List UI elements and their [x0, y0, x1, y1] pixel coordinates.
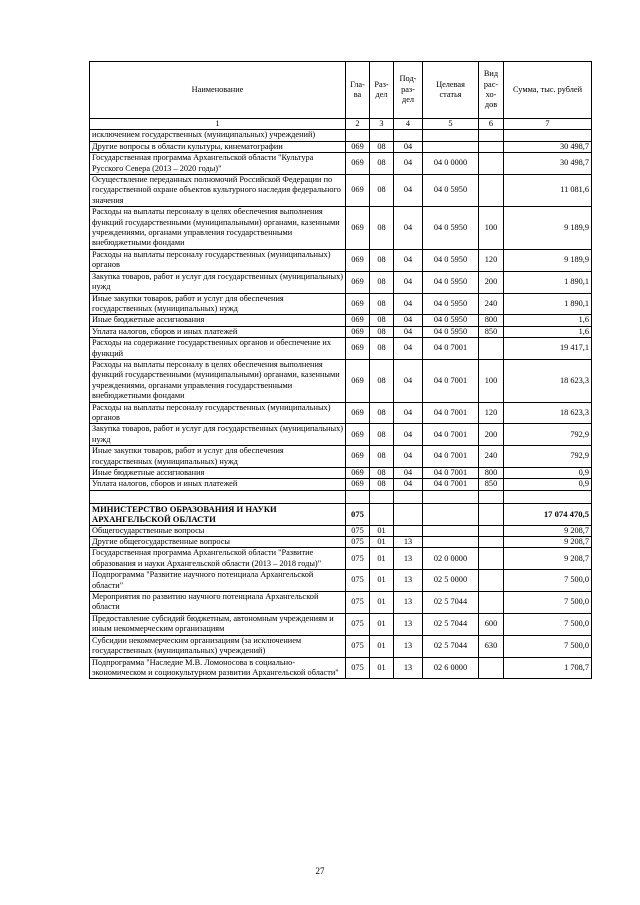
- table-row: [90, 141, 592, 152]
- cell-target: [423, 490, 479, 503]
- cell-chapter: 069: [346, 446, 370, 468]
- cell-name: Уплата налогов, сборов и иных платежей: [90, 479, 346, 490]
- cell-target: 02 5 7044: [423, 613, 479, 635]
- cell-subsection: 04: [394, 249, 423, 271]
- cell-subsection: [394, 490, 423, 503]
- cell-sum: 19 417,1: [504, 338, 592, 360]
- cell-sum: 7 500,0: [504, 570, 592, 592]
- table-row: [90, 525, 592, 536]
- page-number: 27: [315, 866, 325, 876]
- table-row: [90, 175, 592, 207]
- column-number: 7: [504, 119, 592, 130]
- table-row: [90, 537, 592, 548]
- cell-expense-type: [479, 503, 504, 525]
- cell-section: 08: [370, 141, 394, 152]
- cell-target: [423, 130, 479, 141]
- cell-section: 08: [370, 326, 394, 337]
- cell-name: Иные закупки товаров, работ и услуг для обеспечения государственных (муниципальных) нужд: [90, 293, 346, 315]
- cell-target: 02 0 0000: [423, 548, 479, 570]
- cell-section: 01: [370, 570, 394, 592]
- cell-chapter: 069: [346, 326, 370, 337]
- cell-sum: 9 208,7: [504, 548, 592, 570]
- cell-sum: 7 500,0: [504, 635, 592, 657]
- table-row: [90, 592, 592, 614]
- cell-expense-type: 120: [479, 402, 504, 424]
- table-row: [90, 293, 592, 315]
- cell-subsection: 04: [394, 153, 423, 175]
- cell-chapter: 075: [346, 537, 370, 548]
- cell-subsection: 13: [394, 537, 423, 548]
- column-number: 6: [479, 119, 504, 130]
- cell-section: [370, 490, 394, 503]
- header-name: Наименование: [90, 62, 346, 119]
- cell-section: 08: [370, 293, 394, 315]
- cell-name: Расходы на содержание государственных органов и обеспечение их функций: [90, 338, 346, 360]
- cell-expense-type: [479, 570, 504, 592]
- cell-expense-type: 240: [479, 446, 504, 468]
- table-row: [90, 570, 592, 592]
- cell-target: 02 5 7044: [423, 592, 479, 614]
- cell-sum: 9 208,7: [504, 525, 592, 536]
- cell-name: Другие вопросы в области культуры, кинематографии: [90, 141, 346, 152]
- cell-name: Предоставление субсидий бюджетным, автономным учреждениям и иным некоммерческим организациям: [90, 613, 346, 635]
- table-row: [90, 326, 592, 337]
- cell-sum: 792,9: [504, 424, 592, 446]
- cell-expense-type: 200: [479, 271, 504, 293]
- cell-target: 04 0 7001: [423, 424, 479, 446]
- cell-name: Государственная программа Архангельской области "Развитие образования и науки Архангельской области (2013 – 2018 годы)": [90, 548, 346, 570]
- cell-chapter: 069: [346, 424, 370, 446]
- column-number-row: [90, 119, 592, 130]
- cell-expense-type: [479, 537, 504, 548]
- cell-sum: 1,6: [504, 326, 592, 337]
- table-row: [90, 635, 592, 657]
- cell-sum: [504, 490, 592, 503]
- cell-chapter: 075: [346, 613, 370, 635]
- cell-section: 08: [370, 271, 394, 293]
- cell-name: Закупка товаров, работ и услуг для государственных (муниципальных) нужд: [90, 424, 346, 446]
- cell-sum: 9 189,9: [504, 249, 592, 271]
- cell-name: Иные бюджетные ассигнования: [90, 468, 346, 479]
- cell-expense-type: [479, 525, 504, 536]
- table-row: [90, 207, 592, 250]
- table-body: [90, 130, 592, 679]
- cell-section: 08: [370, 402, 394, 424]
- cell-name: Уплата налогов, сборов и иных платежей: [90, 326, 346, 337]
- cell-name: исключением государственных (муниципальных) учреждений): [90, 130, 346, 141]
- cell-expense-type: 850: [479, 326, 504, 337]
- table-row: [90, 490, 592, 503]
- cell-target: 04 0 0000: [423, 153, 479, 175]
- cell-sum: 18 623,3: [504, 402, 592, 424]
- cell-chapter: 069: [346, 359, 370, 402]
- table-row: [90, 503, 592, 525]
- cell-expense-type: 240: [479, 293, 504, 315]
- cell-target: 04 0 7001: [423, 446, 479, 468]
- cell-target: [423, 503, 479, 525]
- cell-subsection: 04: [394, 359, 423, 402]
- cell-expense-type: [479, 130, 504, 141]
- table-row: [90, 468, 592, 479]
- cell-section: 08: [370, 153, 394, 175]
- cell-section: 08: [370, 479, 394, 490]
- cell-expense-type: [479, 141, 504, 152]
- cell-section: 08: [370, 338, 394, 360]
- cell-chapter: 069: [346, 249, 370, 271]
- cell-chapter: [346, 130, 370, 141]
- cell-expense-type: [479, 153, 504, 175]
- cell-subsection: 04: [394, 338, 423, 360]
- cell-target: 02 5 0000: [423, 570, 479, 592]
- cell-subsection: 04: [394, 468, 423, 479]
- cell-chapter: [346, 490, 370, 503]
- cell-section: 08: [370, 468, 394, 479]
- cell-name: Расходы на выплаты персоналу государственных (муниципальных) органов: [90, 402, 346, 424]
- cell-name: Иные бюджетные ассигнования: [90, 315, 346, 326]
- cell-name: Подпрограмма "Наследие М.В. Ломоносова в социально-экономическом и социокультурном развитии Архангельской области": [90, 657, 346, 679]
- cell-chapter: 069: [346, 207, 370, 250]
- cell-name: Иные закупки товаров, работ и услуг для обеспечения государственных (муниципальных) нужд: [90, 446, 346, 468]
- cell-sum: 9 208,7: [504, 537, 592, 548]
- cell-section: 08: [370, 315, 394, 326]
- cell-chapter: 075: [346, 548, 370, 570]
- cell-name: Осуществление переданных полномочий Российской Федерации по государственной охране объектов культурного наследия федерального значения: [90, 175, 346, 207]
- cell-target: 04 0 5950: [423, 249, 479, 271]
- cell-section: 01: [370, 657, 394, 679]
- table-row: [90, 359, 592, 402]
- cell-section: [370, 130, 394, 141]
- cell-sum: 1 890,1: [504, 271, 592, 293]
- cell-sum: 7 500,0: [504, 592, 592, 614]
- column-number: 4: [394, 119, 423, 130]
- cell-target: 04 0 5950: [423, 175, 479, 207]
- cell-subsection: 04: [394, 293, 423, 315]
- cell-sum: 1,6: [504, 315, 592, 326]
- column-number: 1: [90, 119, 346, 130]
- cell-name: МИНИСТЕРСТВО ОБРАЗОВАНИЯ И НАУКИ АРХАНГЕЛЬСКОЙ ОБЛАСТИ: [90, 503, 346, 525]
- cell-expense-type: 200: [479, 424, 504, 446]
- cell-section: 08: [370, 249, 394, 271]
- cell-chapter: 075: [346, 592, 370, 614]
- cell-subsection: 13: [394, 613, 423, 635]
- cell-section: 01: [370, 635, 394, 657]
- cell-expense-type: [479, 338, 504, 360]
- cell-name: Расходы на выплаты персоналу государственных (муниципальных) органов: [90, 249, 346, 271]
- cell-subsection: 13: [394, 548, 423, 570]
- cell-target: 04 0 5950: [423, 271, 479, 293]
- header-section: Раз-дел: [370, 62, 394, 119]
- cell-section: 08: [370, 424, 394, 446]
- cell-section: 01: [370, 525, 394, 536]
- cell-chapter: 069: [346, 175, 370, 207]
- cell-sum: 7 500,0: [504, 613, 592, 635]
- cell-name: Расходы на выплаты персоналу в целях обеспечения выполнения функций государственными (муниципальными) органами, казенными учреждениями, органами управления государственными внебюджетными фондами: [90, 207, 346, 250]
- cell-name: [90, 490, 346, 503]
- cell-expense-type: 100: [479, 207, 504, 250]
- cell-section: 01: [370, 548, 394, 570]
- cell-section: 08: [370, 175, 394, 207]
- header-expense-type: Вид рас-хо-дов: [479, 62, 504, 119]
- cell-section: 08: [370, 207, 394, 250]
- table-row: [90, 130, 592, 141]
- cell-chapter: 075: [346, 525, 370, 536]
- cell-sum: 1 708,7: [504, 657, 592, 679]
- cell-target: [423, 141, 479, 152]
- cell-chapter: 075: [346, 503, 370, 525]
- cell-subsection: 13: [394, 592, 423, 614]
- cell-chapter: 069: [346, 338, 370, 360]
- cell-subsection: 04: [394, 446, 423, 468]
- cell-section: 08: [370, 359, 394, 402]
- table-row: [90, 271, 592, 293]
- cell-sum: 11 081,6: [504, 175, 592, 207]
- table-row: [90, 249, 592, 271]
- cell-subsection: 04: [394, 315, 423, 326]
- cell-subsection: 13: [394, 635, 423, 657]
- cell-subsection: [394, 503, 423, 525]
- column-number: 3: [370, 119, 394, 130]
- cell-target: 04 0 7001: [423, 468, 479, 479]
- cell-target: 04 0 5950: [423, 207, 479, 250]
- cell-target: 04 0 5950: [423, 326, 479, 337]
- cell-sum: 18 623,3: [504, 359, 592, 402]
- cell-section: 01: [370, 592, 394, 614]
- cell-chapter: 069: [346, 293, 370, 315]
- cell-subsection: [394, 130, 423, 141]
- cell-target: 04 0 7001: [423, 479, 479, 490]
- table-header-row: [90, 62, 592, 119]
- cell-expense-type: [479, 592, 504, 614]
- cell-subsection: 04: [394, 271, 423, 293]
- cell-sum: 9 189,9: [504, 207, 592, 250]
- cell-expense-type: [479, 490, 504, 503]
- cell-section: [370, 503, 394, 525]
- cell-expense-type: 630: [479, 635, 504, 657]
- cell-target: [423, 525, 479, 536]
- cell-sum: 792,9: [504, 446, 592, 468]
- cell-name: Государственная программа Архангельской области "Культура Русского Севера (2013 – 2020 годы)": [90, 153, 346, 175]
- cell-chapter: 069: [346, 402, 370, 424]
- cell-expense-type: [479, 548, 504, 570]
- cell-subsection: 04: [394, 141, 423, 152]
- cell-target: 04 0 7001: [423, 359, 479, 402]
- cell-subsection: 04: [394, 479, 423, 490]
- table-row: [90, 153, 592, 175]
- cell-chapter: 075: [346, 570, 370, 592]
- table-row: [90, 479, 592, 490]
- cell-name: Общегосударственные вопросы: [90, 525, 346, 536]
- cell-name: Другие общегосударственные вопросы: [90, 537, 346, 548]
- header-sum: Сумма, тыс. рублей: [504, 62, 592, 119]
- cell-chapter: 069: [346, 315, 370, 326]
- cell-sum: 0,9: [504, 479, 592, 490]
- cell-section: 01: [370, 613, 394, 635]
- cell-name: Мероприятия по развитию научного потенциала Архангельской области: [90, 592, 346, 614]
- cell-chapter: 075: [346, 635, 370, 657]
- cell-chapter: 069: [346, 271, 370, 293]
- table-row: [90, 548, 592, 570]
- column-number: 5: [423, 119, 479, 130]
- cell-chapter: 069: [346, 141, 370, 152]
- cell-expense-type: 800: [479, 468, 504, 479]
- table-row: [90, 446, 592, 468]
- table-row: [90, 613, 592, 635]
- cell-chapter: 075: [346, 657, 370, 679]
- cell-target: [423, 537, 479, 548]
- cell-target: 04 0 7001: [423, 338, 479, 360]
- cell-name: Субсидии некоммерческим организациям (за исключением государственных (муниципальных) учреждений): [90, 635, 346, 657]
- header-target: Целевая статья: [423, 62, 479, 119]
- header-chapter: Гла-ва: [346, 62, 370, 119]
- cell-target: 04 0 5950: [423, 315, 479, 326]
- cell-subsection: [394, 525, 423, 536]
- cell-expense-type: 100: [479, 359, 504, 402]
- cell-subsection: 04: [394, 402, 423, 424]
- cell-expense-type: 850: [479, 479, 504, 490]
- cell-subsection: 04: [394, 326, 423, 337]
- budget-table: [89, 61, 592, 679]
- cell-target: 04 0 7001: [423, 402, 479, 424]
- cell-name: Закупка товаров, работ и услуг для государственных (муниципальных) нужд: [90, 271, 346, 293]
- cell-section: 08: [370, 446, 394, 468]
- cell-subsection: 04: [394, 207, 423, 250]
- cell-expense-type: [479, 657, 504, 679]
- cell-sum: 30 498,7: [504, 141, 592, 152]
- table-row: [90, 424, 592, 446]
- table-row: [90, 657, 592, 679]
- cell-chapter: 069: [346, 479, 370, 490]
- cell-section: 01: [370, 537, 394, 548]
- cell-subsection: 04: [394, 175, 423, 207]
- cell-target: 02 6 0000: [423, 657, 479, 679]
- cell-sum: 17 074 470,5: [504, 503, 592, 525]
- cell-expense-type: 600: [479, 613, 504, 635]
- cell-sum: 1 890,1: [504, 293, 592, 315]
- table-row: [90, 402, 592, 424]
- cell-name: Подпрограмма "Развитие научного потенциала Архангельской области": [90, 570, 346, 592]
- cell-target: 04 0 5950: [423, 293, 479, 315]
- cell-sum: 0,9: [504, 468, 592, 479]
- table-row: [90, 338, 592, 360]
- cell-expense-type: [479, 175, 504, 207]
- cell-sum: [504, 130, 592, 141]
- cell-expense-type: 120: [479, 249, 504, 271]
- cell-expense-type: 800: [479, 315, 504, 326]
- table-row: [90, 315, 592, 326]
- cell-chapter: 069: [346, 468, 370, 479]
- cell-subsection: 13: [394, 570, 423, 592]
- column-number: 2: [346, 119, 370, 130]
- cell-subsection: 13: [394, 657, 423, 679]
- cell-subsection: 04: [394, 424, 423, 446]
- header-subsection: Под-раз-дел: [394, 62, 423, 119]
- cell-target: 02 5 7044: [423, 635, 479, 657]
- cell-name: Расходы на выплаты персоналу в целях обеспечения выполнения функций государственными (муниципальными) органами, казенными учреждениями, органами управления государственными внебюджетными фондами: [90, 359, 346, 402]
- cell-chapter: 069: [346, 153, 370, 175]
- cell-sum: 30 498,7: [504, 153, 592, 175]
